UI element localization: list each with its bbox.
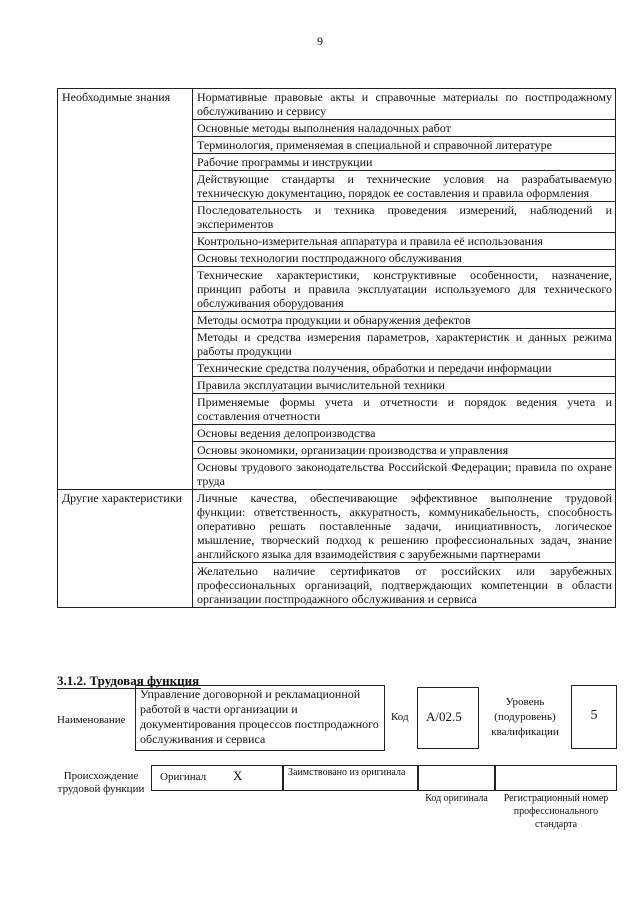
level-value: 5	[571, 685, 617, 749]
origin-code-caption: Код оригинала	[425, 793, 488, 804]
origin-code-cell	[418, 765, 495, 791]
other-item: Желательно наличие сертификатов от российских или зарубежных профессиональных организаций, подтверждающих компетенции в области организации постпродажного обслуживания и сервиса	[193, 563, 616, 608]
page-number: 9	[317, 34, 323, 48]
knowledge-item: Основные методы выполнения наладочных работ	[193, 120, 616, 137]
knowledge-item: Нормативные правовые акты и справочные материалы по постпродажному обслуживанию и сервису	[193, 89, 616, 120]
origin-borrowed-cell: Заимствовано из оригинала	[283, 765, 418, 791]
knowledge-row	[58, 89, 616, 120]
knowledge-item: Основы ведения делопроизводства	[193, 425, 616, 442]
origin-reg-cell	[495, 765, 617, 791]
knowledge-item: Применяемые формы учета и отчетности и порядок ведения учета и составления отчетности	[193, 394, 616, 425]
knowledge-item: Последовательность и техника проведения измерений, наблюдений и экспериментов	[193, 202, 616, 233]
knowledge-item: Контрольно-измерительная аппаратура и правила её использования	[193, 233, 616, 250]
knowledge-item: Правила эксплуатации вычислительной техники	[193, 377, 616, 394]
code-value: А/02.5	[417, 687, 479, 749]
knowledge-item: Методы осмотра продукции и обнаружения дефектов	[193, 312, 616, 329]
name-label: Наименование	[57, 714, 126, 726]
origin-original-mark: X	[233, 768, 243, 783]
origin-original-label: Оригинал	[160, 771, 207, 783]
knowledge-item: Рабочие программы и инструкции	[193, 154, 616, 171]
other-item: Личные качества, обеспечивающие эффективное выполнение трудовой функции: ответственность, аккуратность, коммуникабельность, способность оперативно решать поставленные задачи, инициативность, логическое мышление, творческий подход к решению профессиональных задач, знание английского языка для взаимодействия с зарубежными партнерами	[193, 490, 616, 563]
knowledge-item: Технические средства получения, обработки и передачи информации	[193, 360, 616, 377]
origin-reg-caption: Регистрационный номер профессионального стандарта	[503, 793, 609, 830]
knowledge-item: Основы технологии постпродажного обслуживания	[193, 250, 616, 267]
other-label: Другие характеристики	[58, 490, 193, 608]
knowledge-item: Основы экономики, организации производства и управления	[193, 442, 616, 459]
knowledge-item: Терминология, применяемая в специальной и справочной литературе	[193, 137, 616, 154]
origin-label: Происхождение трудовой функции	[57, 770, 145, 795]
knowledge-item: Основы трудового законодательства Российской Федерации; правила по охране труда	[193, 459, 616, 490]
knowledge-item: Технические характеристики, конструктивные особенности, назначение, принцип работы и правила эксплуатации используемого для технического обслуживания оборудования	[193, 267, 616, 312]
knowledge-table	[57, 88, 616, 608]
level-label: Уровень (подуровень) квалификации	[491, 696, 559, 738]
knowledge-label: Необходимые знания	[58, 89, 193, 490]
knowledge-item: Методы и средства измерения параметров, характеристик и данных режима работы продукции	[193, 329, 616, 360]
code-label: Код	[391, 711, 409, 723]
name-value: Управление договорной и рекламационной работой в части организации и документирования процессов постпродажного обслуживания и сервиса	[135, 685, 385, 751]
other-row	[58, 490, 616, 563]
knowledge-item: Действующие стандарты и технические условия на разрабатываемую техническую документацию, порядок ее составления и правила оформления	[193, 171, 616, 202]
section-heading: 3.1.2. Трудовая функция	[57, 673, 200, 688]
